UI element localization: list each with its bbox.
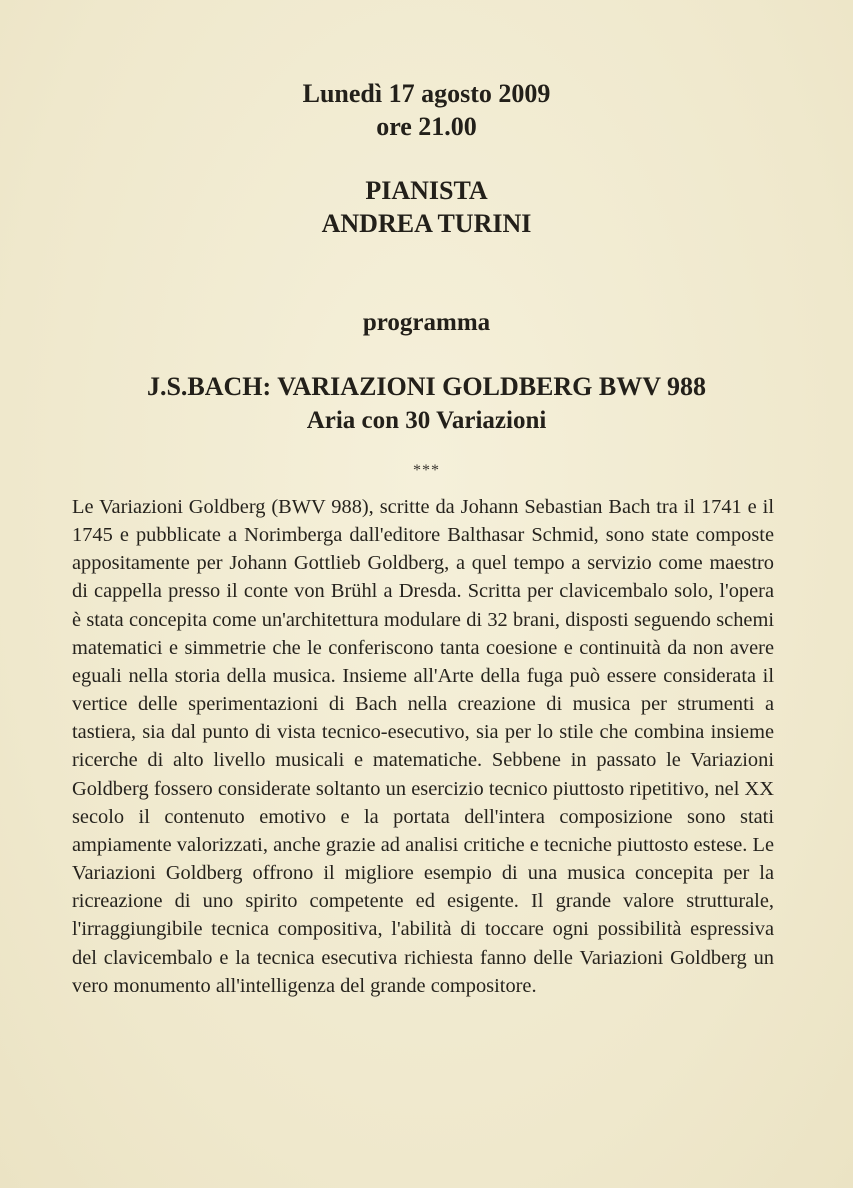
performer-name: ANDREA TURINI xyxy=(321,209,532,238)
work-title: J.S.BACH: VARIAZIONI GOLDBERG BWV 988 xyxy=(146,372,707,401)
section-separator: *** xyxy=(413,462,440,479)
program-heading: programma xyxy=(362,309,491,336)
program-notes: Le Variazioni Goldberg (BWV 988), scritte da Johann Sebastian Bach tra il 1741 e il 1745 e pubblicate a Norimberga dall'editore Balthasar Schmid, sono state composte appositamente per Johann Gottlieb Goldberg, a quel tempo a servizio come maestro di cappella presso il conte von Brühl a Dresda. Scritta per clavicembalo solo, l'opera è stata concepita come un'architettura modulare di 32 brani, disposti seguendo schemi matematici e simmetrie che le conferiscono tanta coesione e continuità da non avere eguali nella storia della musica. Insieme all'Arte della fuga può essere considerata il vertice delle sperimentazioni di Bach nella creazione di musica per strumenti a tastiera, sia dal punto di vista tecnico-esecutivo, sia per lo stile che combina insieme ricerche di alto livello musicali e matematiche. Sebbene in passato le Variazioni Goldberg fossero considerate soltanto un esercizio tecnico piuttosto ripetitivo, nel XX secolo il contenuto emotivo e la portata dell'intera composizione sono stati ampiamente valorizzati, anche grazie ad analisi critiche e tecniche piuttosto estese. Le Variazioni Goldberg offrono il migliore esempio di una musica concepita per la ricreazione di uno spirito competente ed esigente. Il grande valore strutturale, l'irraggiungibile tecnica compositiva, l'abilità di toccare ogni possibilità espressiva del clavicembalo e la tecnica esecutiva richiesta fanno delle Variazioni Goldberg un vero monumento all'intelligenza del grande compositore. xyxy=(72,496,774,997)
event-time: ore 21.00 xyxy=(376,112,477,141)
event-datetime xyxy=(0,77,853,143)
work-subtitle: Aria con 30 Variazioni xyxy=(306,407,547,434)
performer-role: PIANISTA xyxy=(365,176,488,205)
work-block xyxy=(0,370,853,438)
performer-block xyxy=(0,174,853,240)
event-date: Lunedì 17 agosto 2009 xyxy=(302,79,551,108)
